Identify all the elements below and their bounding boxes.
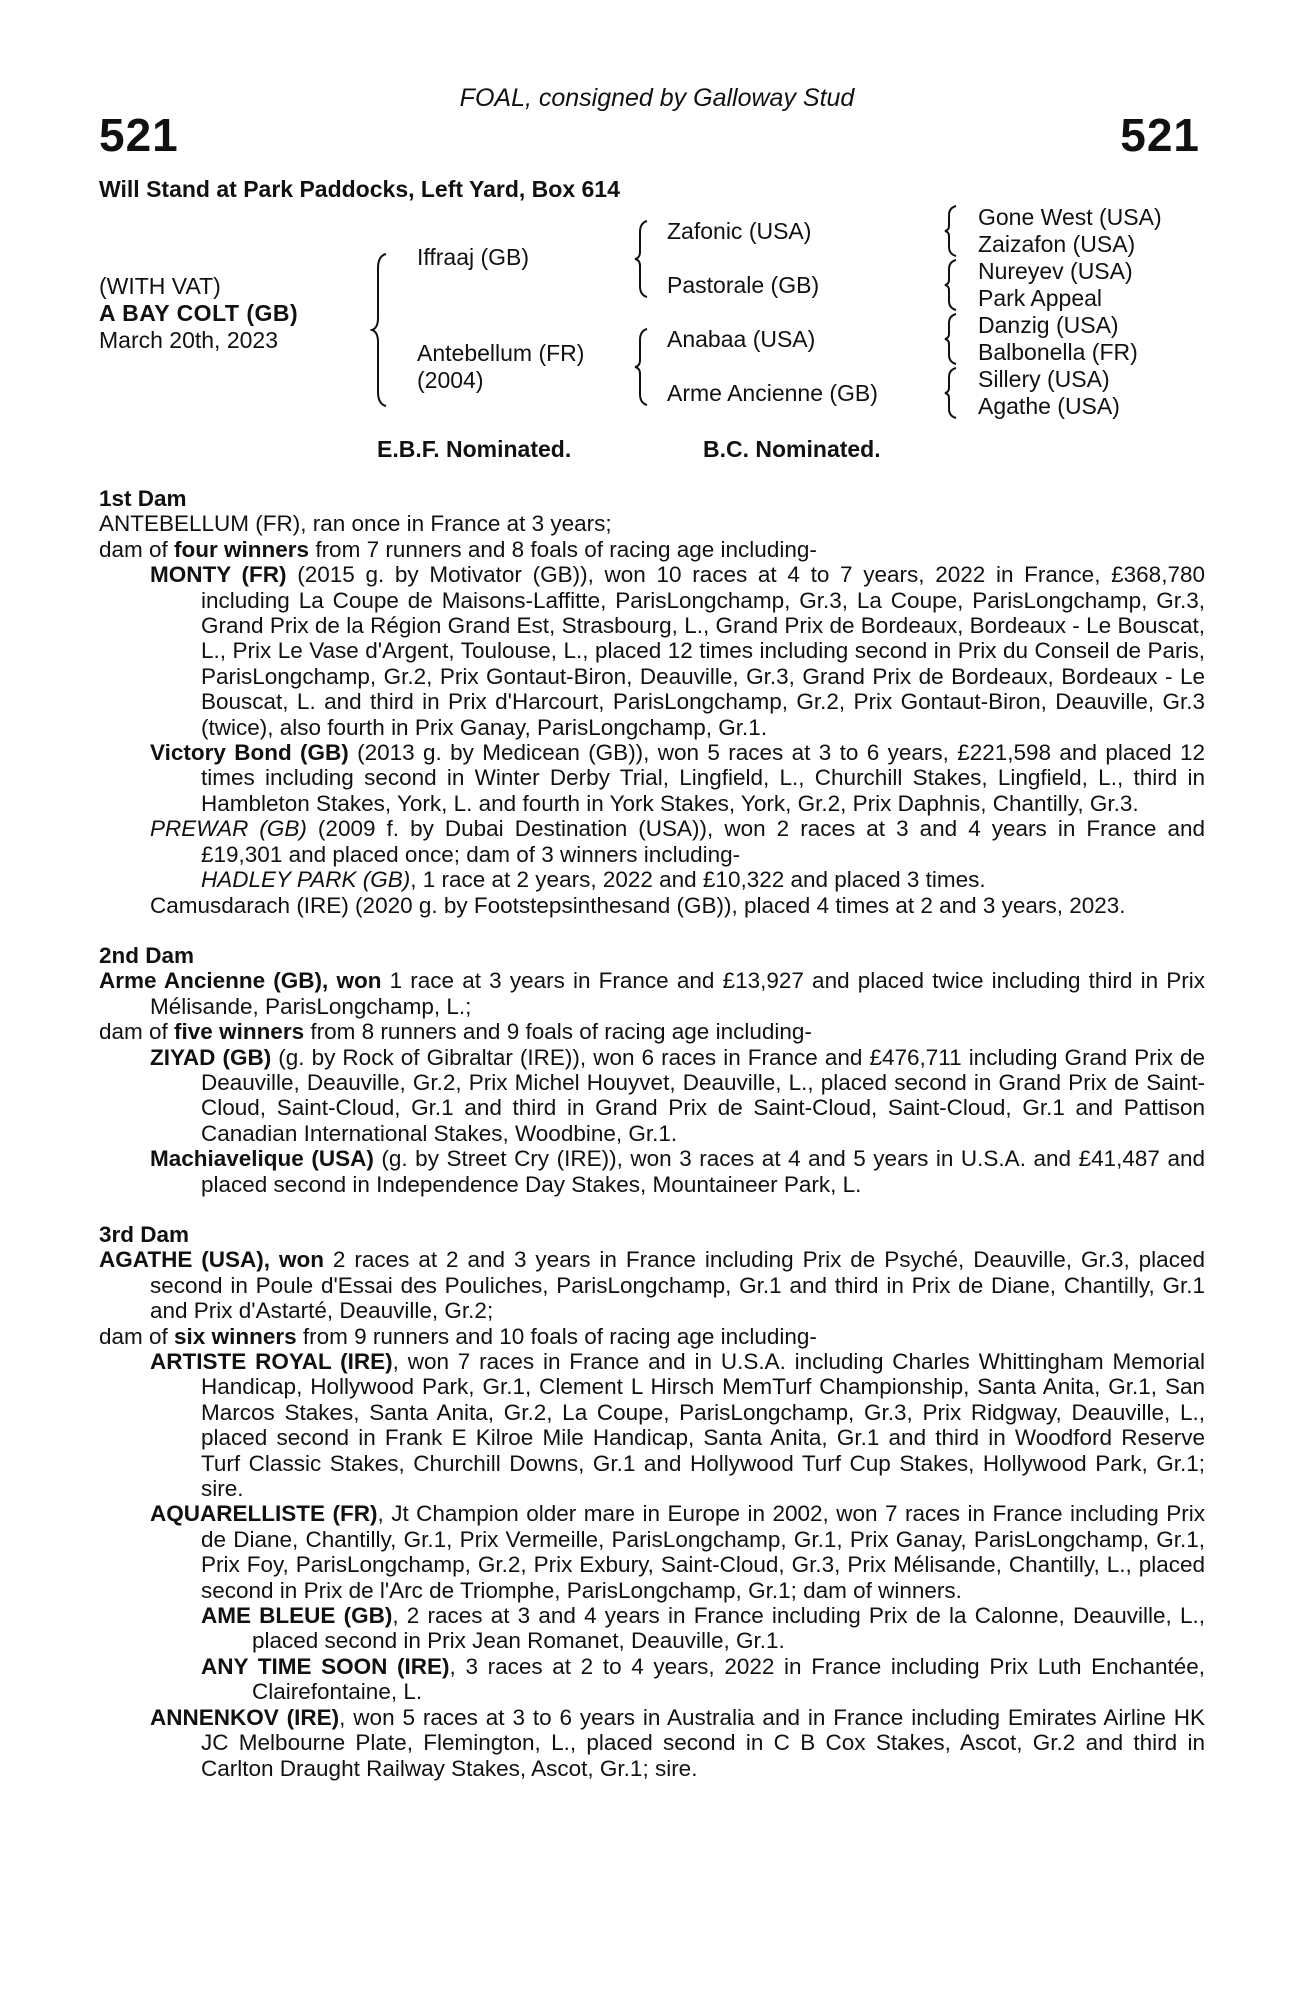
sd-dam: Park Appeal [978, 285, 1103, 311]
bc-nominated: B.C. Nominated. [703, 436, 881, 462]
catalogue-body [99, 486, 1205, 1781]
first-dam-produce-summary: dam of four winners from 7 runners and 8 foals of racing age including- [99, 536, 817, 562]
produce-camusdarach: Camusdarach (IRE) (2020 g. by Footstepsinthesand (GB)), placed 4 times at 2 and 3 years, 2023. [150, 892, 1126, 918]
second-dam-produce-summary: dam of five winners from 8 runners and 9 foals of racing age including- [99, 1019, 812, 1045]
foaling-date: March 20th, 2023 [99, 327, 279, 353]
ss-sire: Gone West (USA) [978, 204, 1162, 230]
produce-annenkov: ANNENKOV (IRE), won 5 races at 3 to 6 years in Australia and in France including Emirates Airline HK JC Melbourne Plate, Flemington, L., placed second in C B Cox Stakes, Ascot, Gr.2 and third in Carlton Draught Railway Stakes, Ascot, Gr.1; sire. [150, 1704, 1205, 1781]
third-dam-heading: 3rd Dam [99, 1221, 190, 1247]
pedigree-brace-ds [943, 312, 965, 366]
consignor-line: FOAL, consigned by Galloway Stud [459, 84, 855, 112]
pedigree-brace-sire [633, 218, 657, 300]
lot-number-left: 521 [99, 109, 179, 161]
vat-note: (WITH VAT) [99, 273, 221, 299]
ds-sire: Danzig (USA) [978, 312, 1119, 338]
first-dam-heading: 1st Dam [99, 486, 187, 511]
stand-location: Will Stand at Park Paddocks, Left Yard, Box 614 [99, 176, 620, 202]
pedigree-brace-main [370, 250, 400, 410]
second-dam-intro: Arme Ancienne (GB), won 1 race at 3 years in France and £13,927 and placed twice including third in Prix Mélisande, ParisLongchamp, L.; [99, 968, 1205, 1019]
second-dam-heading: 2nd Dam [99, 942, 195, 968]
dd-dam: Agathe (USA) [978, 393, 1120, 419]
first-dam-intro: ANTEBELLUM (FR), ran once in France at 3 years; [99, 511, 612, 537]
pedigree-brace-sd [943, 258, 965, 312]
produce-aquarelliste: AQUARELLISTE (FR), Jt Champion older mare in Europe in 2002, won 7 races in France including Prix de Diane, Chantilly, Gr.1, Prix Vermeille, ParisLongchamp, Gr.1, Prix Ganay, ParisLongchamp, Gr.1, Prix Foy, ParisLongchamp, Gr.2, Prix Exbury, Saint-Cloud, Gr.3, Prix Mélisande, Chantilly, L., placed second in Prix de l'Arc de Triomphe, ParisLongchamp, Gr.1; dam of winners. [150, 1501, 1206, 1603]
produce-hadley-park: HADLEY PARK (GB), 1 race at 2 years, 2022 and £10,322 and placed 3 times. [201, 867, 986, 893]
produce-ame-bleue: AME BLEUE (GB), 2 races at 3 and 4 years in France including Prix de la Calonne, Deauville, L., placed second in Prix Jean Romanet, Deauville, Gr.1. [201, 1603, 1205, 1654]
produce-victory-bond: Victory Bond (GB) (2013 g. by Medicean (GB)), won 5 races at 3 to 6 years, £221,598 and placed 12 times including second in Winter Derby Trial, Lingfield, L., Churchill Stakes, Lingfield, L., third in Hambleton Stakes, York, L. and fourth in York Stakes, York, Gr.2, Prix Daphnis, Chantilly, Gr.3. [150, 740, 1205, 816]
sire: Iffraaj (GB) [417, 244, 530, 270]
ds-dam: Balbonella (FR) [978, 339, 1138, 365]
dd-sire: Sillery (USA) [978, 366, 1110, 392]
dam-year: (2004) [417, 367, 484, 393]
third-dam-intro: AGATHE (USA), won 2 races at 2 and 3 years in France including Prix de Psyché, Deauville, Gr.3, placed second in Poule d'Essai des Pouliches, ParisLongchamp, Gr.1 and third in Prix de Diane, Chantilly, Gr.1 and Prix d'Astarté, Deauville, Gr.2; [99, 1247, 1205, 1324]
produce-monty: MONTY (FR) (2015 g. by Motivator (GB)), won 10 races at 4 to 7 years, 2022 in France, £368,780 including La Coupe de Maisons-Laffitte, ParisLongchamp, Gr.3, La Coupe, ParisLongchamp, Gr.3, Grand Prix de la Région Grand Est, Strasbourg, L., Grand Prix de Bordeaux, Bordeaux - Le Bouscat, L., Prix Le Vase d'Argent, Toulouse, L., placed 12 times including second in Prix du Conseil de Paris, ParisLongchamp, Gr.2, Prix Gontaut-Biron, Deauville, Gr.3, Grand Prix de Bordeaux, Bordeaux - Le Bouscat, L. and third in Prix d'Harcourt, ParisLongchamp, Gr.2, Prix Gontaut-Biron, Deauville, Gr.3 (twice), also fourth in Prix Ganay, ParisLongchamp, Gr.1. [150, 562, 1205, 740]
dam-dam: Arme Ancienne (GB) [667, 380, 878, 406]
produce-artiste-royal: ARTISTE ROYAL (IRE), won 7 races in France and in U.S.A. including Charles Whittingham Memorial Handicap, Hollywood Park, Gr.1, Clement L Hirsch MemTurf Championship, Santa Anita, Gr.1, San Marcos Stakes, Santa Anita, Gr.2, La Coupe, ParisLongchamp, Gr.3, Prix Ridgway, Deauville, L., placed second in Frank E Kilroe Mile Handicap, Santa Anita, Gr.1 and third in Woodford Reserve Turf Classic Stakes, Churchill Downs, Gr.1 and Hollywood Turf Cup Stakes, Hollywood Park, Gr.1; sire. [150, 1349, 1205, 1502]
dam-sire: Anabaa (USA) [667, 326, 816, 352]
sd-sire: Nureyev (USA) [978, 258, 1133, 284]
pedigree-brace-ss [943, 204, 965, 258]
produce-ziyad: ZIYAD (GB) (g. by Rock of Gibraltar (IRE)), won 6 races in France and £476,711 including Grand Prix de Deauville, Deauville, Gr.2, Prix Michel Houyvet, Deauville, L., placed second in Grand Prix de Saint-Cloud, Saint-Cloud, Gr.1 and third in Grand Prix de Saint-Cloud, Saint-Cloud, Gr.1 and Pattison Canadian International Stakes, Woodbine, Gr.1. [150, 1044, 1205, 1146]
produce-prewar: PREWAR (GB) (2009 f. by Dubai Destination (USA)), won 2 races at 3 and 4 years in France and £19,301 and placed once; dam of 3 winners including- [150, 816, 1205, 867]
sire-dam: Pastorale (GB) [667, 272, 820, 298]
produce-any-time-soon: ANY TIME SOON (IRE), 3 races at 2 to 4 years, 2022 in France including Prix Luth Enchantée, Clairefontaine, L. [201, 1653, 1205, 1705]
ebf-nominated: E.B.F. Nominated. [377, 436, 572, 462]
dam-name: Antebellum (FR) [417, 340, 585, 366]
sire-sire: Zafonic (USA) [667, 218, 812, 244]
horse-name: A BAY COLT (GB) [99, 300, 299, 326]
pedigree-brace-dam [633, 326, 657, 408]
lot-number-right: 521 [1120, 109, 1200, 161]
produce-machiavelique: Machiavelique (USA) (g. by Street Cry (IRE)), won 3 races at 4 and 5 years in U.S.A. and £41,487 and placed second in Independence Day Stakes, Mountaineer Park, L. [150, 1146, 1205, 1197]
pedigree-brace-dd [943, 366, 965, 420]
third-dam-produce-summary: dam of six winners from 9 runners and 10 foals of racing age including- [99, 1323, 817, 1349]
ss-dam: Zaizafon (USA) [978, 231, 1136, 257]
